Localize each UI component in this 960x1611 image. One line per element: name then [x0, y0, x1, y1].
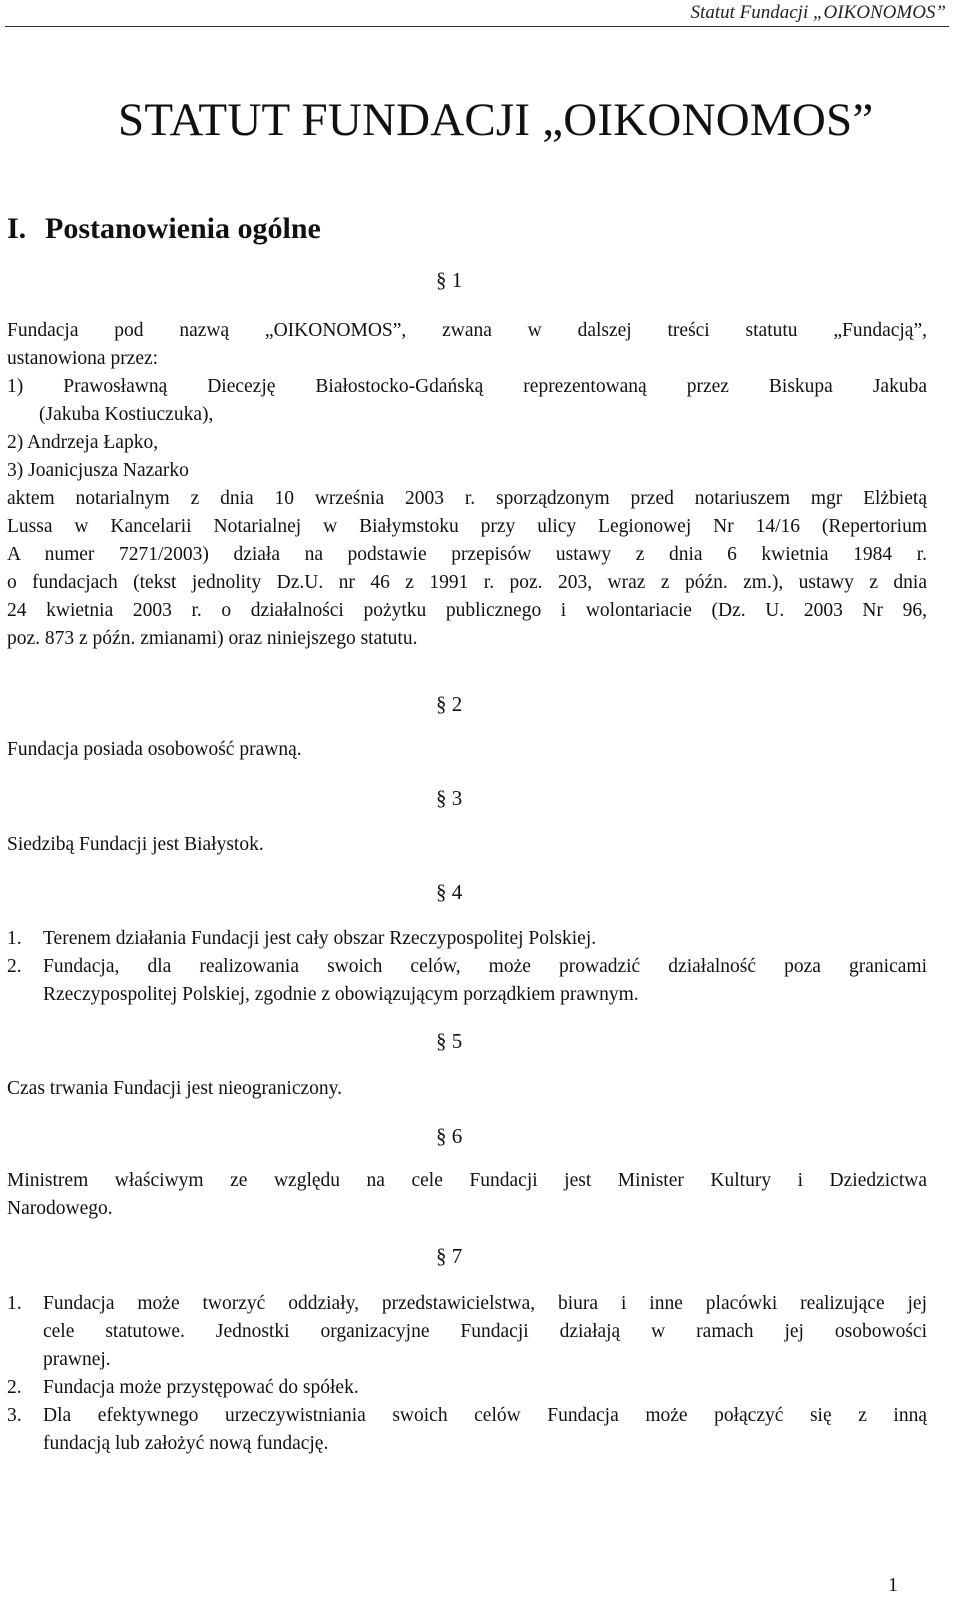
p7-item-3-line-1: Dla efektywnego urzeczywistniania swoich celów Fundacja może połączyć się z inną [43, 1405, 927, 1426]
p7-item-1-number: 1. [7, 1293, 22, 1314]
running-header: Statut Fundacji „OIKONOMOS” [690, 2, 946, 23]
p7-item-2-number: 2. [7, 1377, 22, 1398]
founder-2: 2) Andrzeja Łapko, [7, 432, 159, 453]
p7-item-1-line-3: prawnej. [43, 1349, 111, 1370]
p1-line-5: 24 kwietnia 2003 r. o działalności pożytku publicznego i wolontariacie (Dz. U. 2003 Nr 96, [7, 600, 927, 621]
p6-line-2: Narodowego. [7, 1198, 113, 1219]
paragraph-5-label: § 5 [436, 1029, 463, 1053]
p7-item-2-text: Fundacja może przystępować do spółek. [43, 1377, 359, 1398]
p1-line-2: Lussa w Kancelarii Notarialnej w Białymstoku przy ulicy Legionowej Nr 14/16 (Repertorium [7, 516, 927, 537]
p4-item-2 [7, 953, 927, 1009]
p1-intro-line-1: Fundacja pod nazwą „OIKONOMOS”, zwana w dalszej treści statutu „Fundacją”, [7, 320, 927, 341]
paragraph-2-text: Fundacja posiada osobowość prawną. [7, 739, 302, 760]
section-heading [7, 212, 321, 246]
p1-intro-line-2: ustanowiona przez: [7, 348, 159, 369]
p6-line-1: Ministrem właściwym ze względu na cele Fundacji jest Minister Kultury i Dziedzictwa [7, 1170, 927, 1191]
founder-1-line-1: 1) Prawosławną Diecezję Białostocko-Gdańską reprezentowaną przez Biskupa Jakuba [7, 376, 927, 397]
paragraph-3-label: § 3 [436, 786, 463, 810]
p4-item-2-line-2: Rzeczypospolitej Polskiej, zgodnie z obowiązującym porządkiem prawnym. [43, 984, 639, 1005]
founder-3: 3) Joanicjusza Nazarko [7, 460, 189, 481]
page-number: 1 [888, 1574, 898, 1596]
p7-item-3-line-2: fundacją lub założyć nową fundację. [43, 1433, 329, 1454]
p4-item-1 [7, 925, 927, 953]
p7-item-2 [7, 1374, 927, 1402]
founder-1-line-2: (Jakuba Kostiuczuka), [39, 404, 214, 425]
paragraph-7-label: § 7 [436, 1244, 463, 1268]
paragraph-5-text: Czas trwania Fundacji jest nieograniczony. [7, 1078, 343, 1099]
p1-line-4: o fundacjach (tekst jednolity Dz.U. nr 46 z 1991 r. poz. 203, wraz z późn. zm.), ustawy z dnia [7, 572, 927, 593]
p1-line-6: poz. 873 z późn. zmianami) oraz niniejszego statutu. [7, 628, 418, 649]
p1-line-1: aktem notarialnym z dnia 10 września 2003 r. sporządzonym przed notariuszem mgr Elżbietą [7, 488, 927, 509]
p4-item-2-line-1: Fundacja, dla realizowania swoich celów, może prowadzić działalność poza granicami [43, 956, 927, 977]
paragraph-3-text: Siedzibą Fundacji jest Białystok. [7, 834, 264, 855]
p4-item-2-number: 2. [7, 956, 22, 977]
section-title: Postanowienia ogólne [45, 212, 321, 245]
paragraph-4-label: § 4 [436, 880, 463, 904]
paragraph-1-body [7, 317, 927, 653]
p1-line-3: A numer 7271/2003) działa na podstawie przepisów ustawy z dnia 6 kwietnia 1984 r. [7, 544, 927, 565]
document-title: STATUT FUNDACJI „OIKONOMOS” [118, 94, 874, 146]
paragraph-6-label: § 6 [436, 1124, 463, 1148]
p7-item-1-line-2: cele statutowe. Jednostki organizacyjne Fundacji działają w ramach jej osobowości [43, 1321, 927, 1342]
p7-item-3-number: 3. [7, 1405, 22, 1426]
p4-item-1-text: Terenem działania Fundacji jest cały obszar Rzeczypospolitej Polskiej. [43, 928, 597, 949]
p7-item-3 [7, 1402, 927, 1458]
p4-item-1-number: 1. [7, 928, 22, 949]
header-rule [5, 26, 949, 27]
paragraph-1-label: § 1 [436, 268, 463, 292]
p7-item-1 [7, 1290, 927, 1374]
paragraph-6-body [7, 1167, 927, 1223]
paragraph-2-label: § 2 [436, 692, 463, 716]
section-number: I. [7, 212, 27, 245]
p7-item-1-line-1: Fundacja może tworzyć oddziały, przedstawicielstwa, biura i inne placówki realizujące jej [43, 1293, 927, 1314]
